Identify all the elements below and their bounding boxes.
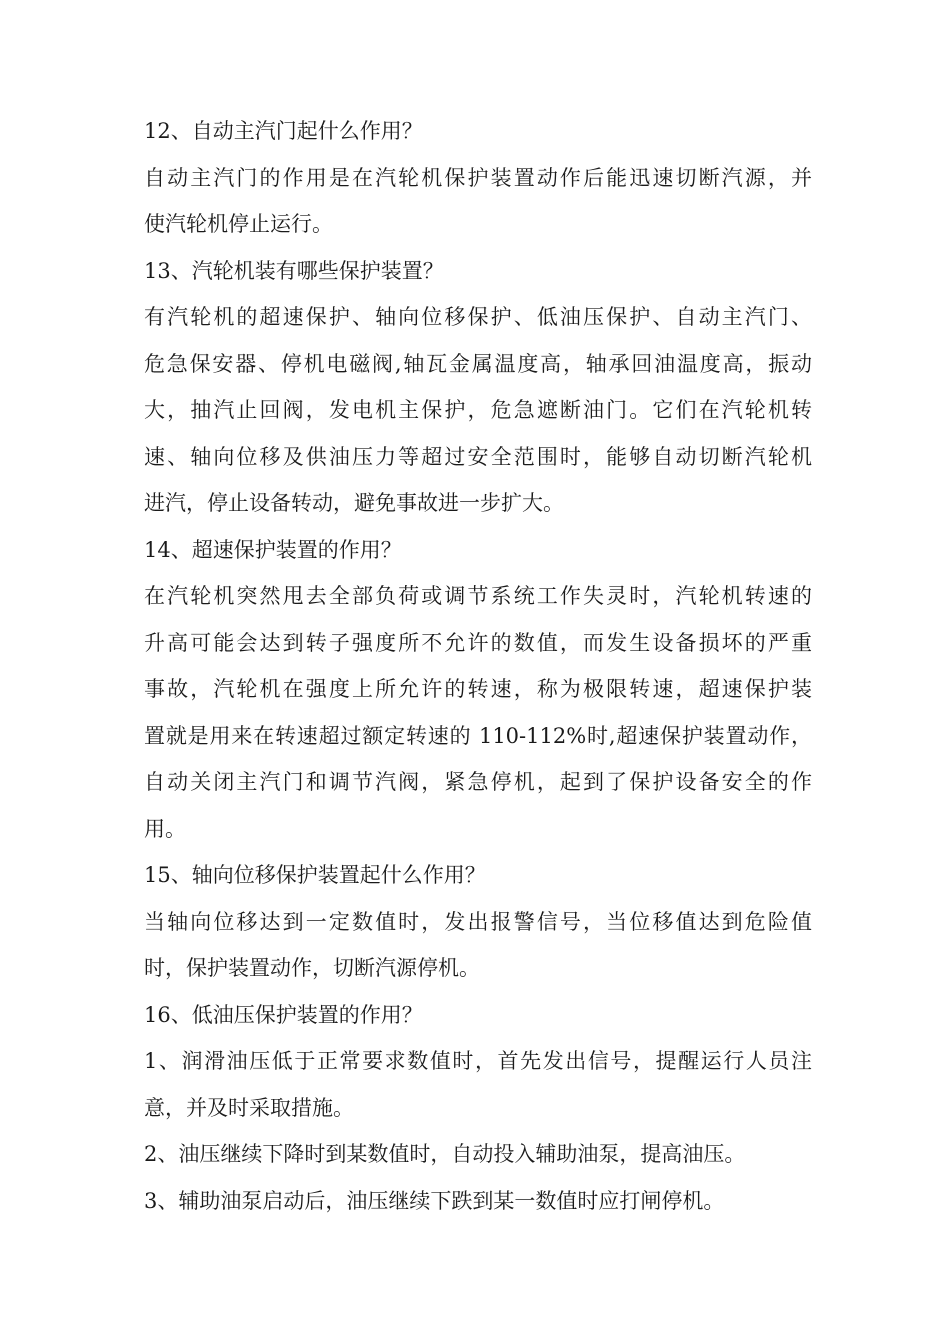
answer-14-line-2: 升高可能会达到转子强度所不允许的数值，而发生设备损坏的严重 xyxy=(144,630,812,655)
document-page xyxy=(144,108,812,1224)
answer-16-item-2: 2、油压继续下降时到某数值时，自动投入辅助油泵，提高油压。 xyxy=(144,1142,746,1166)
answer-15-line-2: 时，保护装置动作，切断汽源停机。 xyxy=(144,956,480,980)
answer-13-line-3: 大，抽汽止回阀，发电机主保护，危急遮断油门。它们在汽轮机转 xyxy=(144,398,812,422)
answer-14-line-1: 在汽轮机突然甩去全部负荷或调节系统工作失灵时，汽轮机转速的 xyxy=(144,584,812,608)
answer-16-item-1-line-2: 意，并及时采取措施。 xyxy=(144,1095,354,1120)
answer-13-line-4: 速、轴向位移及供油压力等超过安全范围时，能够自动切断汽轮机 xyxy=(144,444,812,469)
answer-12-line-2: 使汽轮机停止运行。 xyxy=(144,212,333,236)
question-16-heading: 16、低油压保护装置的作用？ xyxy=(144,1002,423,1027)
answer-14-line-3: 事故，汽轮机在强度上所允许的转速，称为极限转速，超速保护装 xyxy=(144,677,812,701)
question-13-heading: 13、汽轮机装有哪些保护装置？ xyxy=(144,258,444,283)
answer-14-line-5: 自动关闭主汽门和调节汽阀，紧急停机，起到了保护设备安全的作 xyxy=(144,770,812,794)
answer-13-line-1: 有汽轮机的超速保护、轴向位移保护、低油压保护、自动主汽门、 xyxy=(144,305,812,329)
answer-14-line-4: 置就是用来在转速超过额定转速的 110-112%时,超速保护装置动作， xyxy=(144,723,812,748)
question-15-heading: 15、轴向位移保护装置起什么作用？ xyxy=(144,863,486,887)
answer-16-item-1-line-1: 1、润滑油压低于正常要求数值时，首先发出信号，提醒运行人员注 xyxy=(144,1049,812,1073)
answer-13-line-5: 进汽，停止设备转动，避免事故进一步扩大。 xyxy=(144,491,564,515)
question-14-heading: 14、超速保护装置的作用？ xyxy=(144,537,402,562)
answer-13-line-2: 危急保安器、停机电磁阀,轴瓦金属温度高，轴承回油温度高，振动 xyxy=(144,351,812,376)
question-12-heading: 12、自动主汽门起什么作用？ xyxy=(144,119,423,143)
answer-14-line-6: 用。 xyxy=(144,816,186,841)
answer-12-line-1: 自动主汽门的作用是在汽轮机保护装置动作后能迅速切断汽源，并 xyxy=(144,165,812,190)
answer-15-line-1: 当轴向位移达到一定数值时，发出报警信号，当位移值达到危险值 xyxy=(144,909,812,934)
answer-16-item-3: 3、辅助油泵启动后，油压继续下跌到某一数值时应打闸停机。 xyxy=(144,1188,725,1213)
